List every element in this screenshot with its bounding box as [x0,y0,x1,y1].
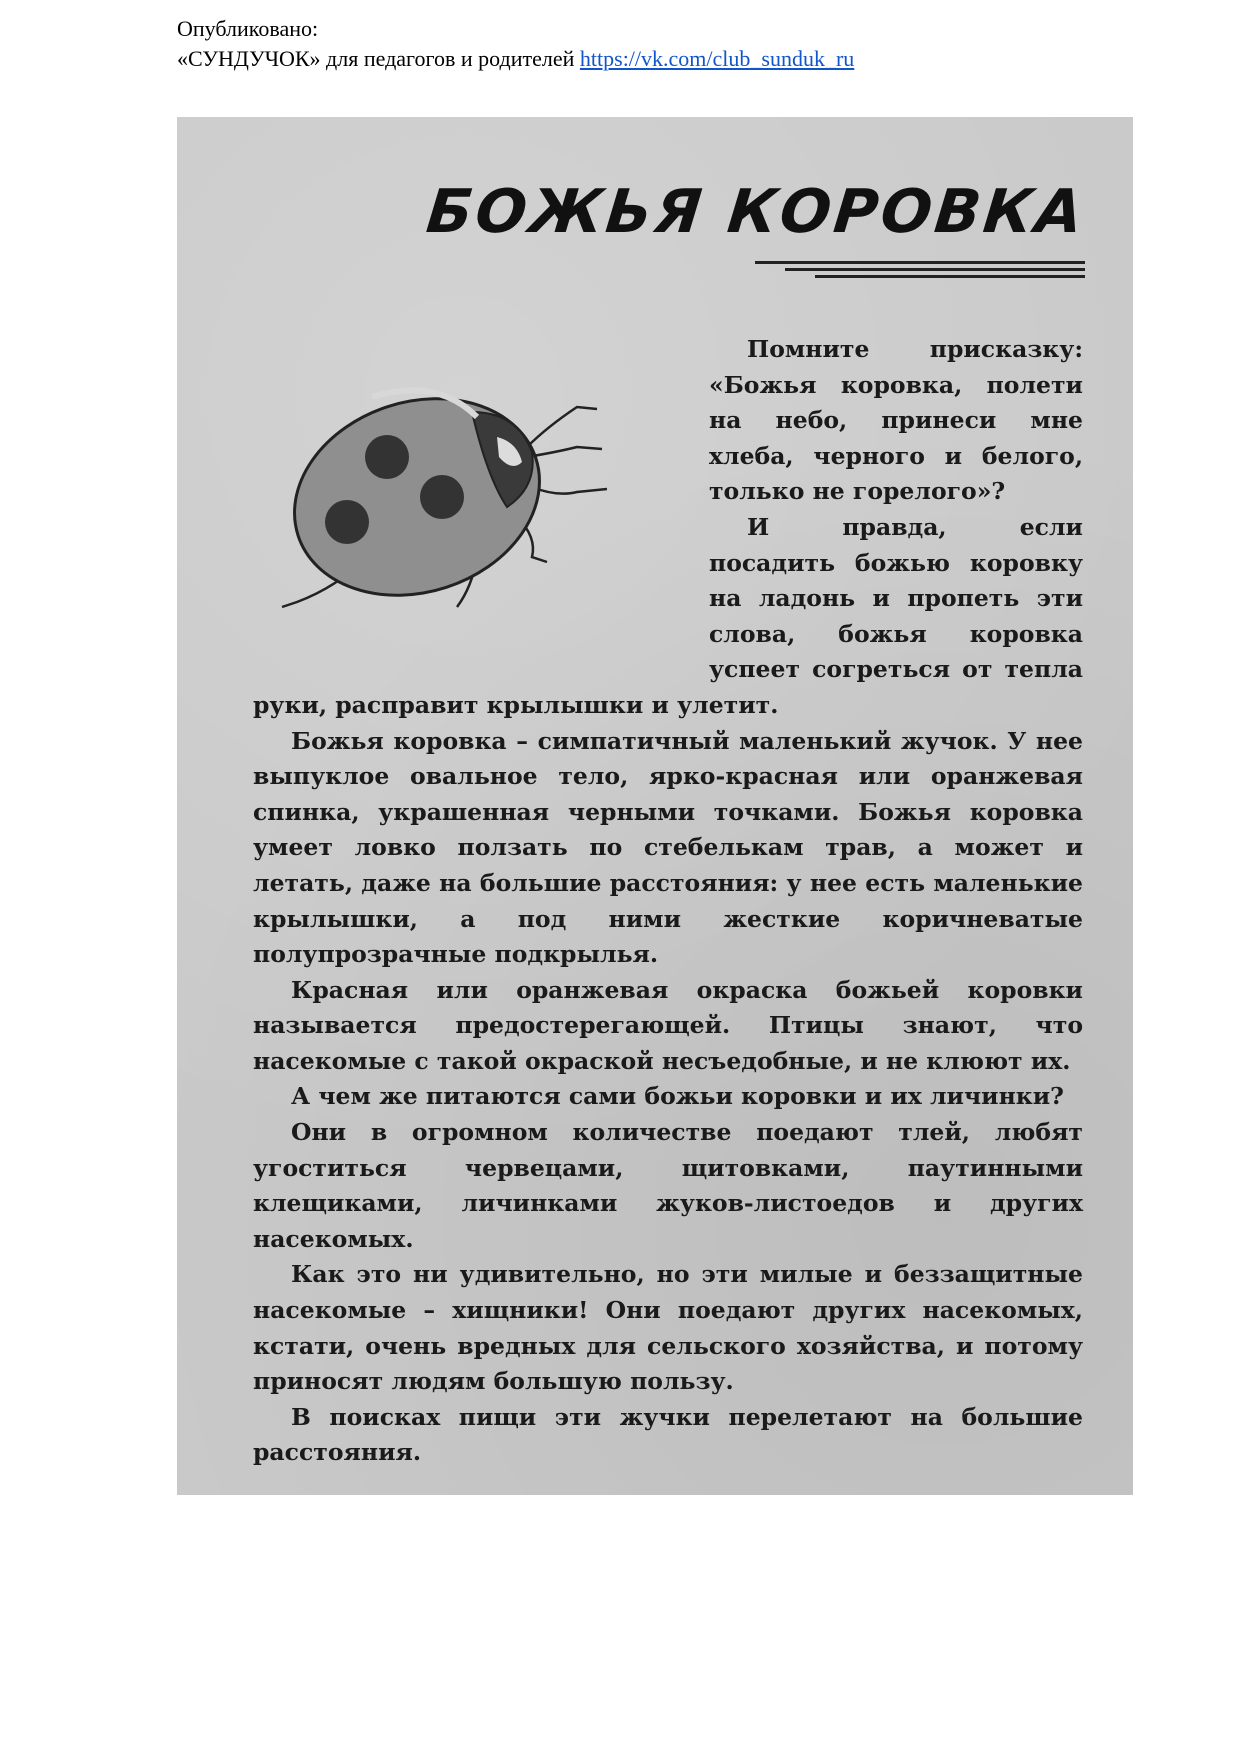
paragraph: Они в огромном количестве поедают тлей, любят угоститься червецами, щитовками, паутинными клещиками, личинками жуков-листоедов и других насекомых. [253,1118,1083,1253]
publication-header [177,14,854,74]
page-title: БОЖЬЯ КОРОВКА [423,177,1089,247]
illustration-space [253,332,709,658]
paragraph: Как это ни удивительно, но эти милые и беззащитные насекомые – хищники! Они поедают других насекомых, кстати, очень вредных для сельского хозяйства, и потому приносят людям большую пользу. [253,1260,1083,1396]
paragraph: Божья коровка – симпатичный маленький жучок. У нее выпуклое овальное тело, ярко-красная или оранжевая спинка, украшенная черными точками. Божья коровка умеет ловко ползать по стебелькам трав, а может и летать, даже на большие расстояния: у нее есть маленькие крылышки, а под ними жесткие коричневатые полупрозрачные подкрылья. [253,726,1083,969]
paragraph: Помните присказку: «Божья коровка, полети на небо, принеси мне хлеба, черного и белого, только не горелого»? [709,335,1083,506]
paragraph: А чем же питаются сами божьи коровки и их личинки? [291,1082,1064,1111]
paragraph: И правда, если посадить божью коровку на ладонь и пропеть эти слова, божья коровка успеет согреться от тепла руки, расправит крылышки и улетит. [253,512,1083,719]
published-label: Опубликовано: [177,16,319,41]
scanned-page [177,117,1133,1495]
title-underline [755,261,1085,282]
paragraph: Красная или оранжевая окраска божьей коровки называется предостерегающей. Птицы знают, что насекомые с такой окраской несъедобные, и не клюют их. [253,975,1083,1075]
source-text: «СУНДУЧОК» для педагогов и родителей [177,46,575,71]
source-link[interactable]: https://vk.com/club_sunduk_ru [579,46,855,71]
source-line [177,44,854,74]
paragraph: В поисках пищи эти жучки перелетают на большие расстояния. [253,1402,1083,1467]
article-body [253,332,1083,1471]
